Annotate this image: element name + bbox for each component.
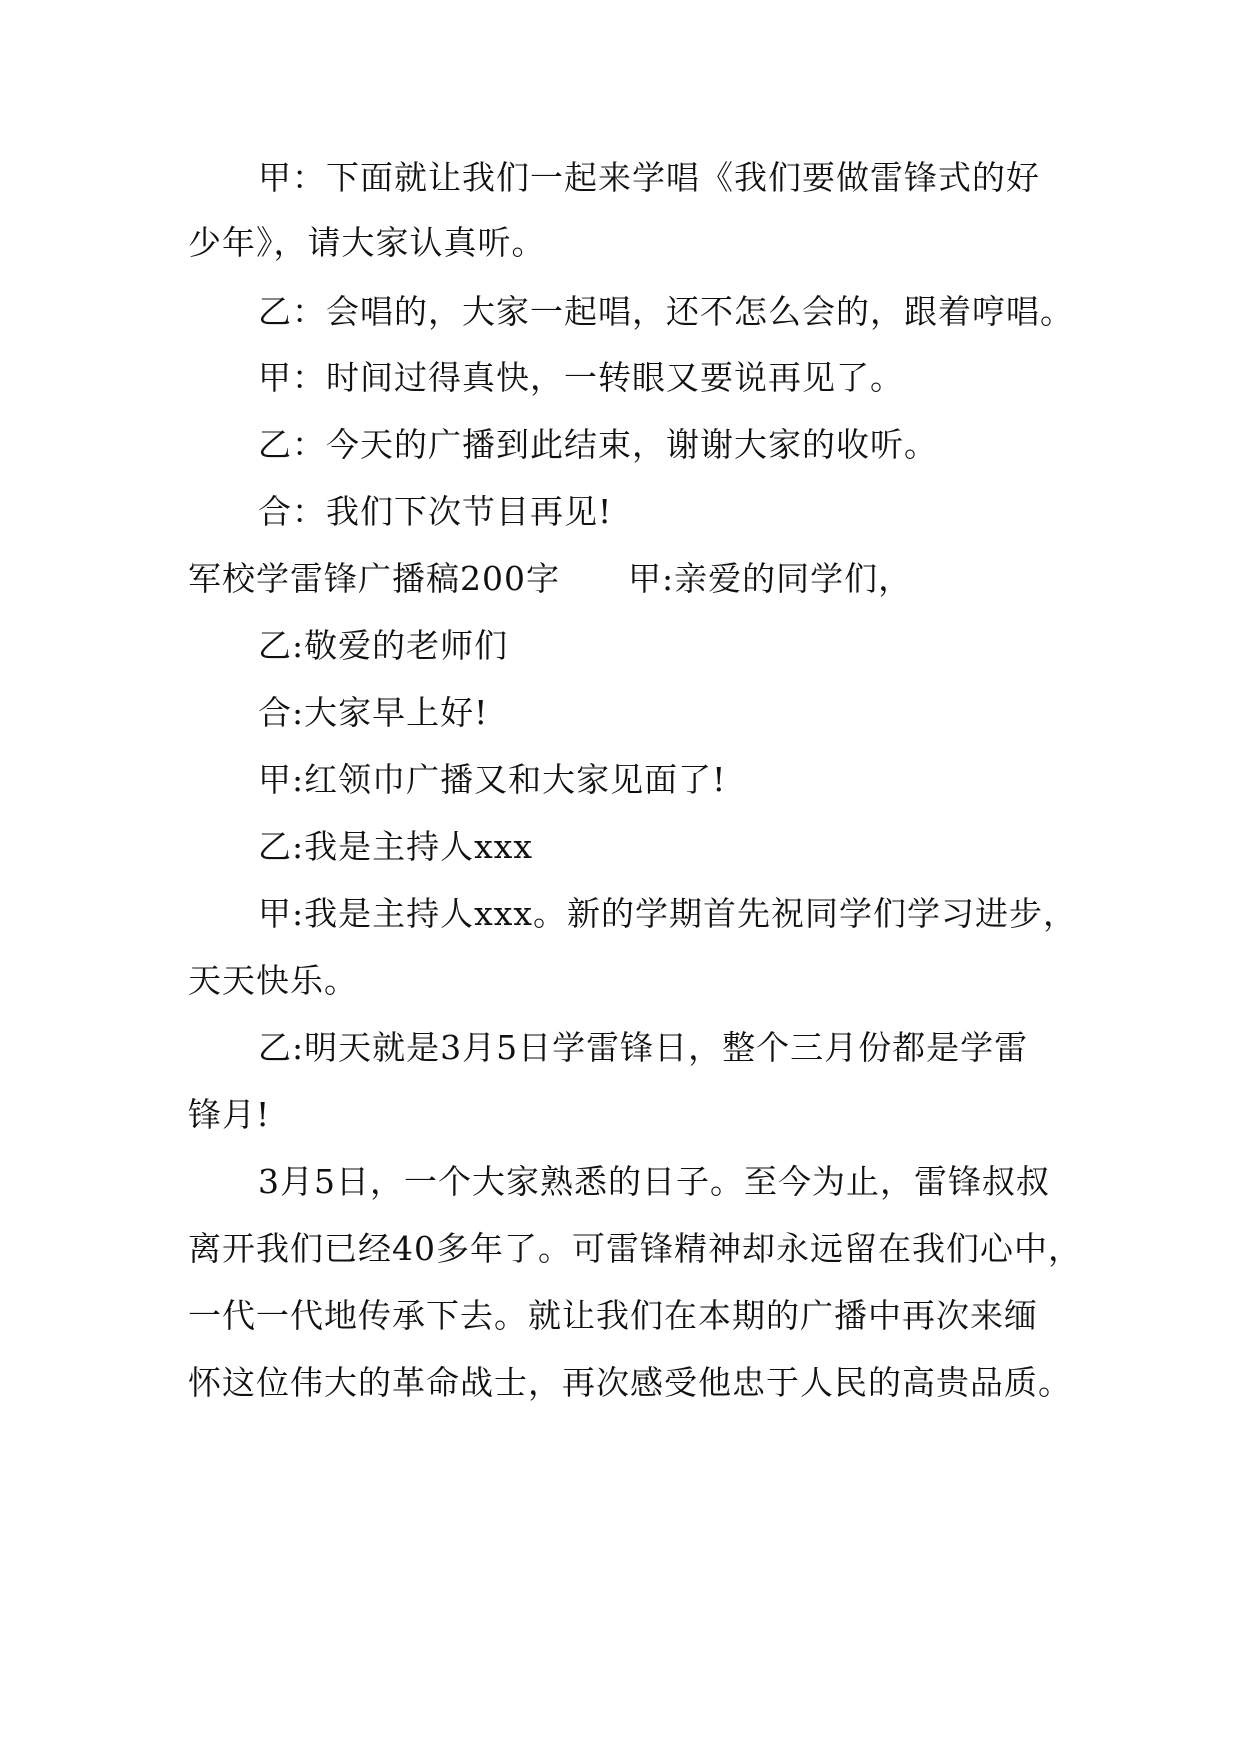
text-line: 乙：会唱的，大家一起唱，还不怎么会的，跟着哼唱。	[258, 292, 1074, 331]
text-line: 离开我们已经40多年了。可雷锋精神却永远留在我们心中，	[188, 1229, 1082, 1268]
text-line: 一代一代地传承下去。就让我们在本期的广播中再次来缅	[188, 1296, 1038, 1335]
text-line: 甲：下面就让我们一起来学唱《我们要做雷锋式的好	[258, 158, 1040, 197]
text-line: 乙:我是主持人xxx	[258, 827, 533, 866]
text-line: 怀这位伟大的革命战士，再次感受他忠于人民的高贵品质。	[188, 1363, 1072, 1402]
text-line: 乙：今天的广播到此结束，谢谢大家的收听。	[258, 425, 938, 464]
text-line: 甲：时间过得真快，一转眼又要说再见了。	[258, 358, 904, 397]
text-line: 少年》，请大家认真听。	[188, 223, 546, 262]
text-line: 天天快乐。	[188, 961, 358, 1000]
text-line: 乙:明天就是3月5日学雷锋日，整个三月份都是学雷	[258, 1028, 1029, 1067]
text-line: 锋月!	[188, 1095, 271, 1134]
text-line: 乙:敬爱的老师们	[258, 626, 509, 665]
text-line: 甲:红领巾广播又和大家见面了!	[258, 760, 727, 799]
text-line: 合:大家早上好!	[258, 693, 489, 732]
text-line: 甲:我是主持人xxx。新的学期首先祝同学们学习进步，	[258, 894, 1077, 933]
section-heading-line: 军校学雷锋广播稿200字 甲:亲爱的同学们，	[188, 559, 913, 598]
text-line: 3月5日，一个大家熟悉的日子。至今为止，雷锋叔叔	[258, 1162, 1050, 1201]
text-line: 合：我们下次节目再见!	[258, 492, 613, 531]
